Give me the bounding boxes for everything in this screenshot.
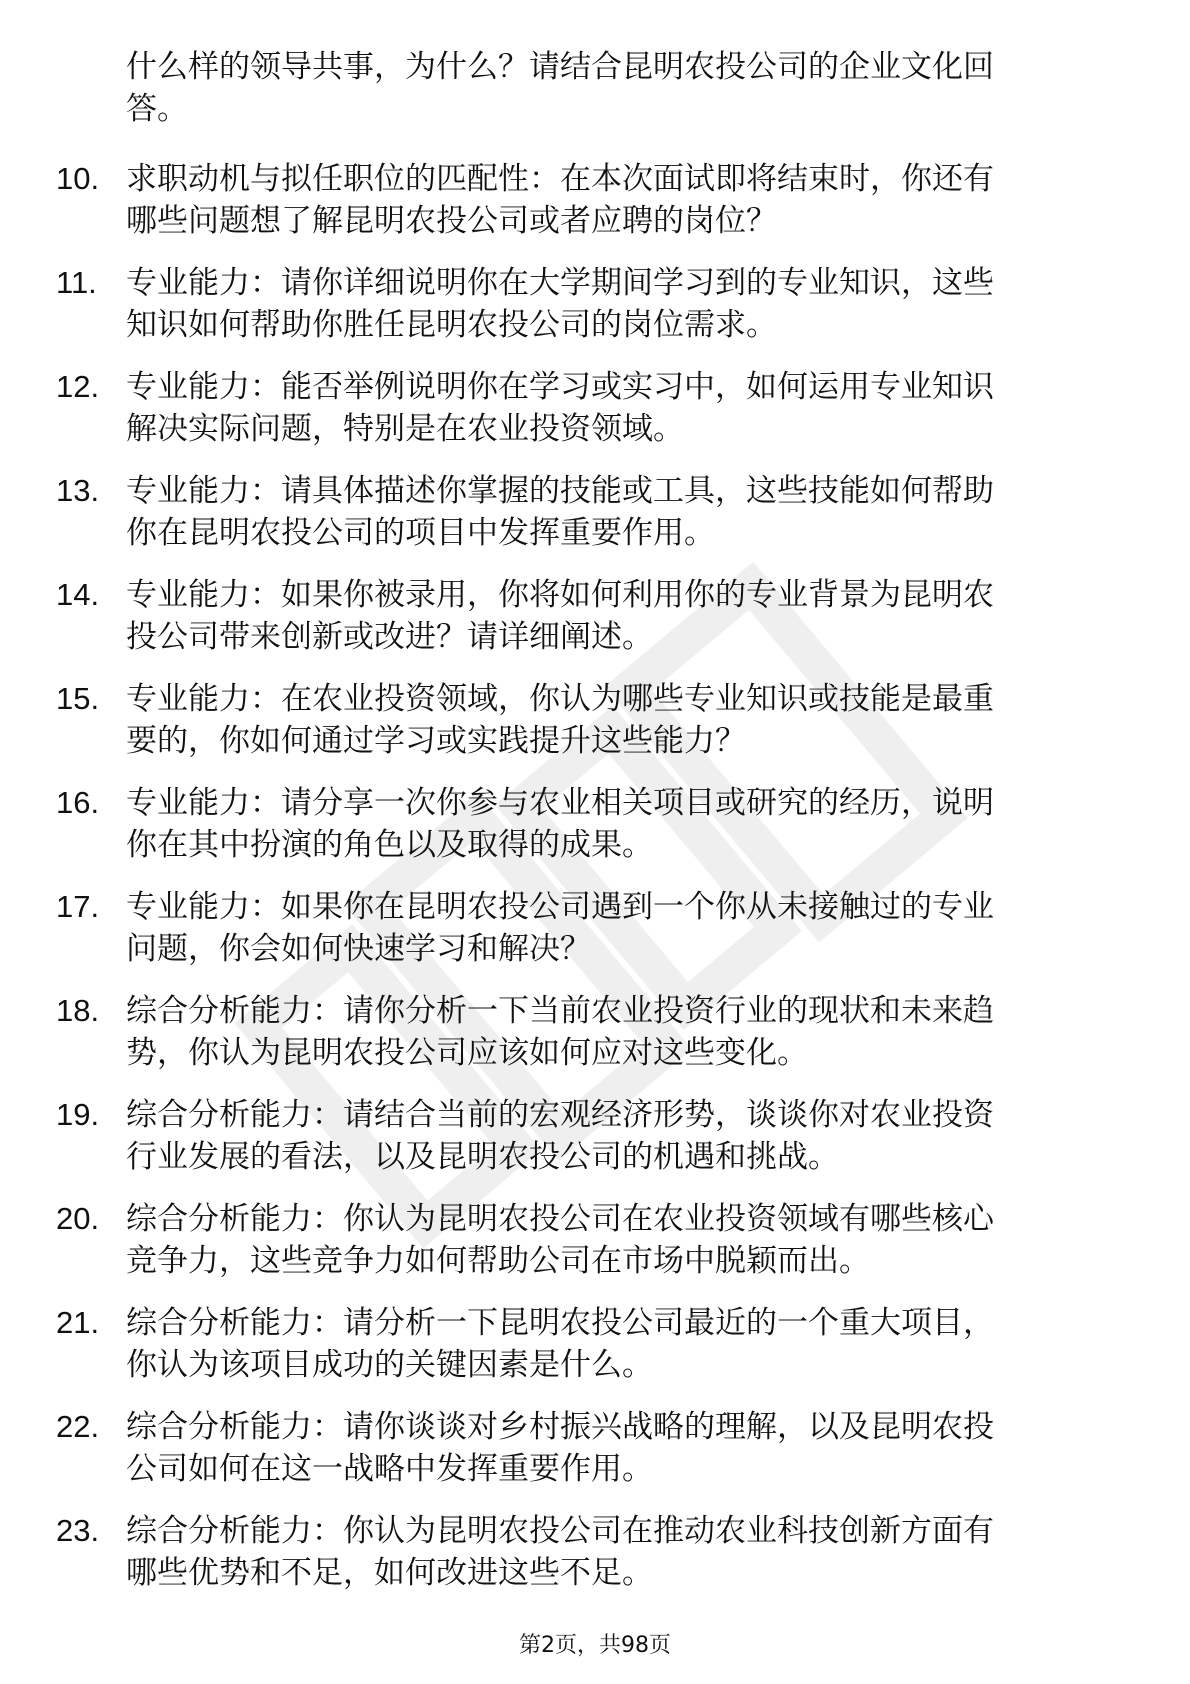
question-number: 18. <box>56 993 100 1028</box>
question-number: 23. <box>56 1513 100 1548</box>
question-text: 专业能力：能否举例说明你在学习或实习中，如何运用专业知识 解决实际问题，特别是在农业投资领域。 <box>126 369 994 447</box>
question-item <box>56 886 1116 970</box>
question-text: 综合分析能力：你认为昆明农投公司在农业投资领域有哪些核心 竞争力，这些竞争力如何帮助公司在市场中脱颖而出。 <box>126 1201 994 1279</box>
question-text: 综合分析能力：请结合当前的宏观经济形势，谈谈你对农业投资 行业发展的看法，以及昆明农投公司的机遇和挑战。 <box>126 1097 994 1175</box>
question-number: 11. <box>56 265 97 300</box>
question-item <box>56 990 1116 1074</box>
question-item <box>56 470 1116 554</box>
question-number: 14. <box>56 577 100 612</box>
question-item <box>56 574 1116 658</box>
question-text: 综合分析能力：请你谈谈对乡村振兴战略的理解，以及昆明农投 公司如何在这一战略中发挥重要作用。 <box>126 1409 994 1487</box>
question-item <box>56 1198 1116 1282</box>
question-text: 专业能力：请分享一次你参与农业相关项目或研究的经历，说明 你在其中扮演的角色以及取得的成果。 <box>126 785 994 863</box>
question-text: 综合分析能力：请你分析一下当前农业投资行业的现状和未来趋 势，你认为昆明农投公司应该如何应对这些变化。 <box>126 993 994 1071</box>
question-text: 专业能力：请你详细说明你在大学期间学习到的专业知识，这些 知识如何帮助你胜任昆明农投公司的岗位需求。 <box>126 265 994 343</box>
question-item <box>56 1406 1116 1490</box>
question-text: 专业能力：请具体描述你掌握的技能或工具，这些技能如何帮助 你在昆明农投公司的项目中发挥重要作用。 <box>126 473 994 551</box>
question-number: 21. <box>56 1305 100 1340</box>
question-number: 19. <box>56 1097 100 1132</box>
continued-question-text: 什么样的领导共事，为什么？请结合昆明农投公司的企业文化回 答。 <box>126 49 994 127</box>
question-number: 22. <box>56 1409 100 1444</box>
question-text: 求职动机与拟任职位的匹配性：在本次面试即将结束时，你还有 哪些问题想了解昆明农投公司或者应聘的岗位？ <box>126 161 994 239</box>
question-text: 专业能力：如果你被录用，你将如何利用你的专业背景为昆明农 投公司带来创新或改进？请详细阐述。 <box>126 577 994 655</box>
question-text: 专业能力：在农业投资领域，你认为哪些专业知识或技能是最重 要的，你如何通过学习或实践提升这些能力？ <box>126 681 994 759</box>
question-number: 16. <box>56 785 100 820</box>
question-item <box>56 262 1116 346</box>
question-number: 15. <box>56 681 100 716</box>
question-list <box>56 46 1116 1614</box>
question-item <box>56 1302 1116 1386</box>
question-item <box>56 1510 1116 1594</box>
question-text: 综合分析能力：请分析一下昆明农投公司最近的一个重大项目， 你认为该项目成功的关键因素是什么。 <box>126 1305 994 1383</box>
question-number: 10. <box>56 161 100 196</box>
question-number: 17. <box>56 889 100 924</box>
question-item <box>56 158 1116 242</box>
question-number: 20. <box>56 1201 100 1236</box>
question-item <box>56 366 1116 450</box>
page-number: 第2页，共98页 <box>519 1633 671 1658</box>
question-text: 专业能力：如果你在昆明农投公司遇到一个你从未接触过的专业 问题，你会如何快速学习和解决？ <box>126 889 994 967</box>
question-number: 13. <box>56 473 100 508</box>
question-text: 综合分析能力：你认为昆明农投公司在推动农业科技创新方面有 哪些优势和不足，如何改进这些不足。 <box>126 1513 994 1591</box>
question-item <box>56 678 1116 762</box>
question-item <box>56 1094 1116 1178</box>
question-item <box>56 782 1116 866</box>
question-number: 12. <box>56 369 100 404</box>
